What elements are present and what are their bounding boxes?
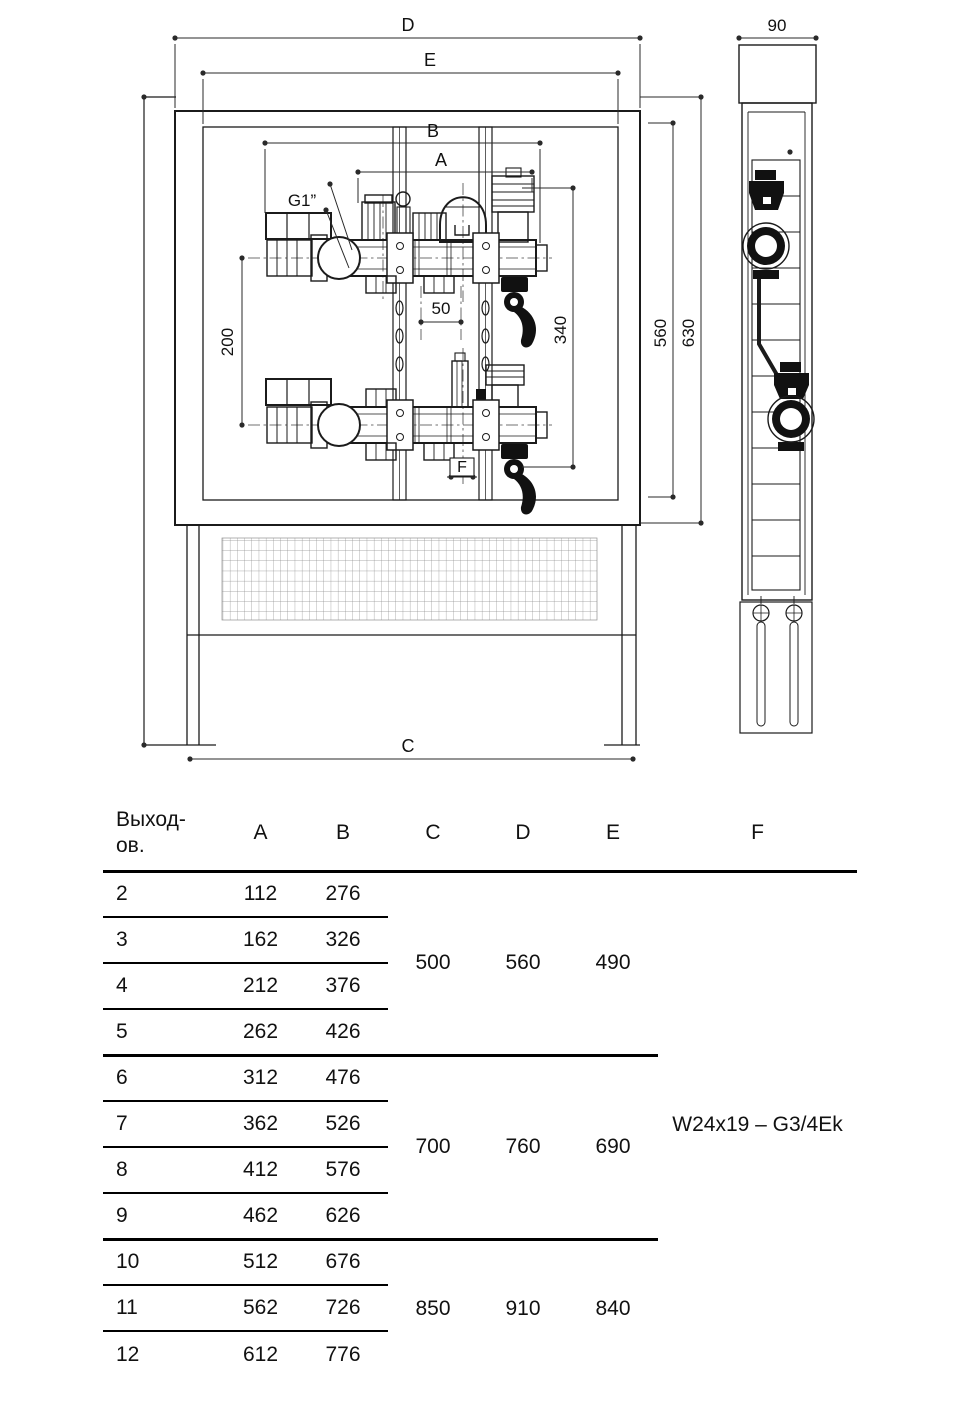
valve-actuator-top [492,168,534,242]
cell-a: 112 [223,871,298,917]
cell-outputs: 3 [103,917,223,963]
cell-outputs: 8 [103,1147,223,1193]
dimensions-table-wrap [103,797,857,1377]
cell-a: 312 [223,1055,298,1101]
side-collar [739,45,816,103]
cell-a: 362 [223,1101,298,1147]
mesh-grid [222,538,597,620]
header-f: F [658,797,857,871]
dim-label-90: 90 [767,16,787,35]
cell-a: 212 [223,963,298,1009]
table-header-row [103,797,857,871]
header-outputs: Выход- ов. [103,797,223,871]
cell-outputs: 5 [103,1009,223,1055]
ball-valve-bottom [266,379,360,448]
cell-a: 262 [223,1009,298,1055]
dim-label-630: 630 [679,318,698,348]
header-d: D [478,797,568,871]
cell-outputs: 2 [103,871,223,917]
cell-outputs: 10 [103,1239,223,1285]
dim-label-c: C [401,736,415,756]
cell-outputs: 11 [103,1285,223,1331]
drain-valve-top [501,277,536,347]
header-a: A [223,797,298,871]
cell-outputs: 9 [103,1193,223,1239]
cell-b: 676 [298,1239,388,1285]
cell-outputs: 7 [103,1101,223,1147]
cell-d-group3: 910 [505,1296,541,1320]
dim-label-a: A [434,150,448,170]
cabinet-outer-box [175,111,640,525]
dimension-dots [141,35,703,761]
dim-label-560: 560 [651,318,670,348]
dim-label-e: E [423,50,437,70]
cell-a: 612 [242,1342,279,1366]
header-c: C [388,797,478,871]
table-row [103,871,857,917]
cell-b: 576 [298,1147,388,1193]
cell-b: 626 [298,1193,388,1239]
dim-label-50: 50 [431,299,451,318]
cell-b: 726 [298,1285,388,1331]
cell-a: 412 [223,1147,298,1193]
cell-outputs: 12 [116,1342,140,1366]
side-valve-bottom [768,362,814,451]
header-e: E [568,797,658,871]
cell-c-group2: 700 [388,1055,478,1239]
side-valve-top [743,170,789,279]
cell-a: 512 [223,1239,298,1285]
cell-c-group3: 850 [415,1296,451,1320]
cell-outputs: 6 [103,1055,223,1101]
cell-b: 276 [298,871,388,917]
header-b: B [298,797,388,871]
dim-label-b: B [426,121,440,141]
cell-b: 326 [298,917,388,963]
cell-a: 462 [223,1193,298,1239]
dim-label-200: 200 [218,327,237,357]
drain-valve-bottom [501,444,536,514]
dim-label-f: F [457,459,467,476]
front-view [141,35,703,761]
cell-b: 526 [298,1101,388,1147]
dimensions-table [103,797,857,1377]
dim-label-d: D [401,15,415,35]
cell-f: W24x19 – G3/4Ek [672,1112,843,1136]
side-foot [740,596,812,733]
ball-valve-top [266,213,360,281]
cell-a: 562 [223,1285,298,1331]
cell-b: 426 [298,1009,388,1055]
cell-e-group1: 490 [568,871,658,1055]
cell-c-group1: 500 [388,871,478,1055]
dim-label-340: 340 [551,315,570,345]
cell-d-group2: 760 [478,1055,568,1239]
cell-b: 776 [325,1342,361,1366]
cell-e-group3: 840 [595,1296,631,1320]
side-view [736,35,818,733]
cell-a: 162 [223,917,298,963]
cell-b: 476 [298,1055,388,1101]
cell-outputs: 4 [103,963,223,1009]
cell-d-group1: 560 [478,871,568,1055]
cell-e-group2: 690 [568,1055,658,1239]
dim-label-g1: G1” [287,191,317,210]
cell-b: 376 [298,963,388,1009]
